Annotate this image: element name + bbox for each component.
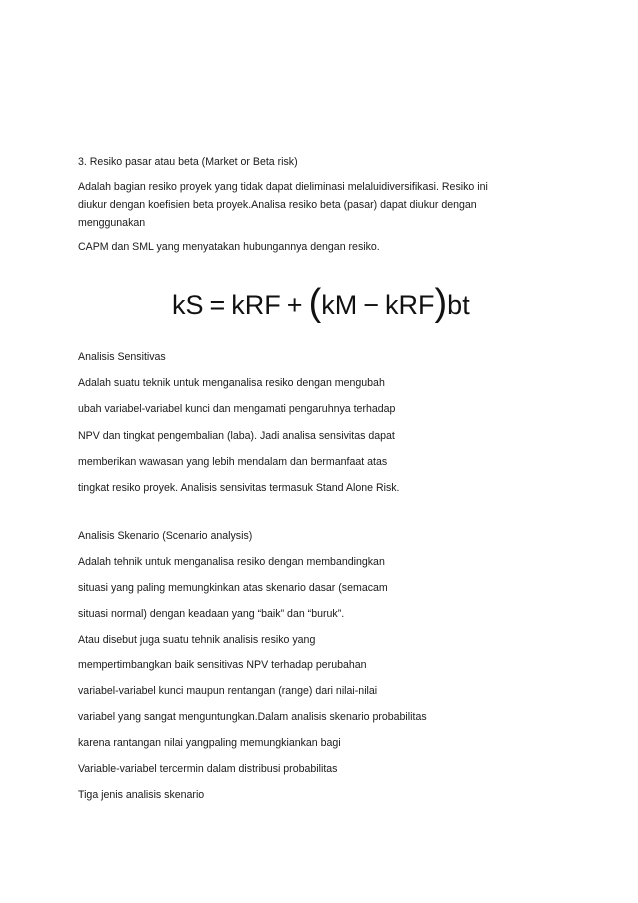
formula-left-paren: ( — [308, 282, 322, 324]
paragraph-line: ubah variabel-variabel kunci dan mengamati pengaruhnya terhadap — [78, 403, 396, 415]
formula-right-paren: ) — [434, 282, 448, 324]
formula-term-km: kM — [321, 290, 358, 320]
paragraph-line: tingkat resiko proyek. Analisis sensivitas termasuk Stand Alone Risk. — [78, 482, 400, 494]
section-heading-scenario: Analisis Skenario (Scenario analysis) — [78, 530, 253, 542]
paragraph-line: menggunakan — [78, 217, 146, 229]
paragraph-line: Atau disebut juga suatu tehnik analisis resiko yang — [78, 634, 316, 646]
formula-minus: − — [363, 290, 380, 320]
paragraph-line: Tiga jenis analisis skenario — [78, 789, 205, 801]
paragraph-line: variabel yang sangat menguntungkan.Dalam analisis skenario probabilitas — [78, 711, 427, 723]
paragraph-line: situasi yang paling memungkinkan atas skenario dasar (semacam — [78, 582, 388, 594]
paragraph-line: karena rantangan nilai yangpaling memungkiankan bagi — [78, 737, 341, 749]
section-heading-sensitivity: Analisis Sensitivas — [78, 351, 166, 363]
paragraph-line: situasi normal) dengan keadaan yang “baik” dan “buruk”. — [78, 608, 345, 620]
paragraph-line: memberikan wawasan yang lebih mendalam dan bermanfaat atas — [78, 456, 388, 468]
formula-term-krf-2: kRF — [385, 290, 435, 320]
paragraph-line: Adalah bagian resiko proyek yang tidak dapat dieliminasi melaluidiversifikasi. Resiko ini — [78, 181, 488, 193]
paragraph-line: mempertimbangkan baik sensitivas NPV terhadap perubahan — [78, 659, 367, 671]
paragraph-line: variabel-variabel kunci maupun rentangan (range) dari nilai-nilai — [78, 685, 378, 697]
formula-term-krf: kRF — [231, 290, 281, 320]
formula-term-bt: bt — [447, 290, 470, 320]
capm-formula — [172, 282, 470, 322]
paragraph-line: Adalah tehnik untuk menganalisa resiko dengan membandingkan — [78, 556, 385, 568]
paragraph-line: diukur dengan koefisien beta proyek.Analisa resiko beta (pasar) dapat diukur dengan — [78, 199, 477, 211]
paragraph-line: NPV dan tingkat pengembalian (laba). Jadi analisa sensivitas dapat — [78, 430, 395, 442]
formula-lhs: kS — [172, 290, 204, 320]
formula-equals: = — [209, 290, 226, 320]
paragraph-line: Variable-variabel tercermin dalam distribusi probabilitas — [78, 763, 338, 775]
formula-plus: + — [286, 290, 303, 320]
paragraph-line: Adalah suatu teknik untuk menganalisa resiko dengan mengubah — [78, 377, 385, 389]
paragraph-line: CAPM dan SML yang menyatakan hubungannya dengan resiko. — [78, 241, 380, 253]
section-heading-market-risk: 3. Resiko pasar atau beta (Market or Beta risk) — [78, 156, 298, 168]
